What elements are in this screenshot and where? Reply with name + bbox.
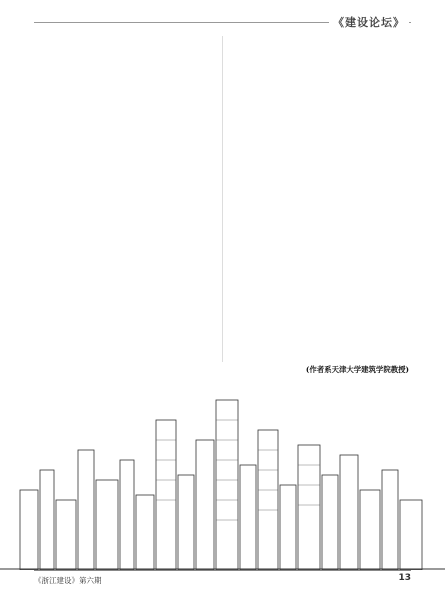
page-footer <box>34 570 411 586</box>
author-credit: (作者系天津大学建筑学院教授) <box>305 365 409 374</box>
journal-name: 《浙江建设》第六期 <box>34 576 102 585</box>
column-label: 《建设论坛》 <box>329 14 409 30</box>
left-column <box>34 36 208 362</box>
city-skyline-illustration <box>0 380 445 570</box>
right-column <box>237 36 411 362</box>
article-body <box>34 36 411 362</box>
column-divider <box>222 36 223 362</box>
page-number: 13 <box>398 573 411 583</box>
